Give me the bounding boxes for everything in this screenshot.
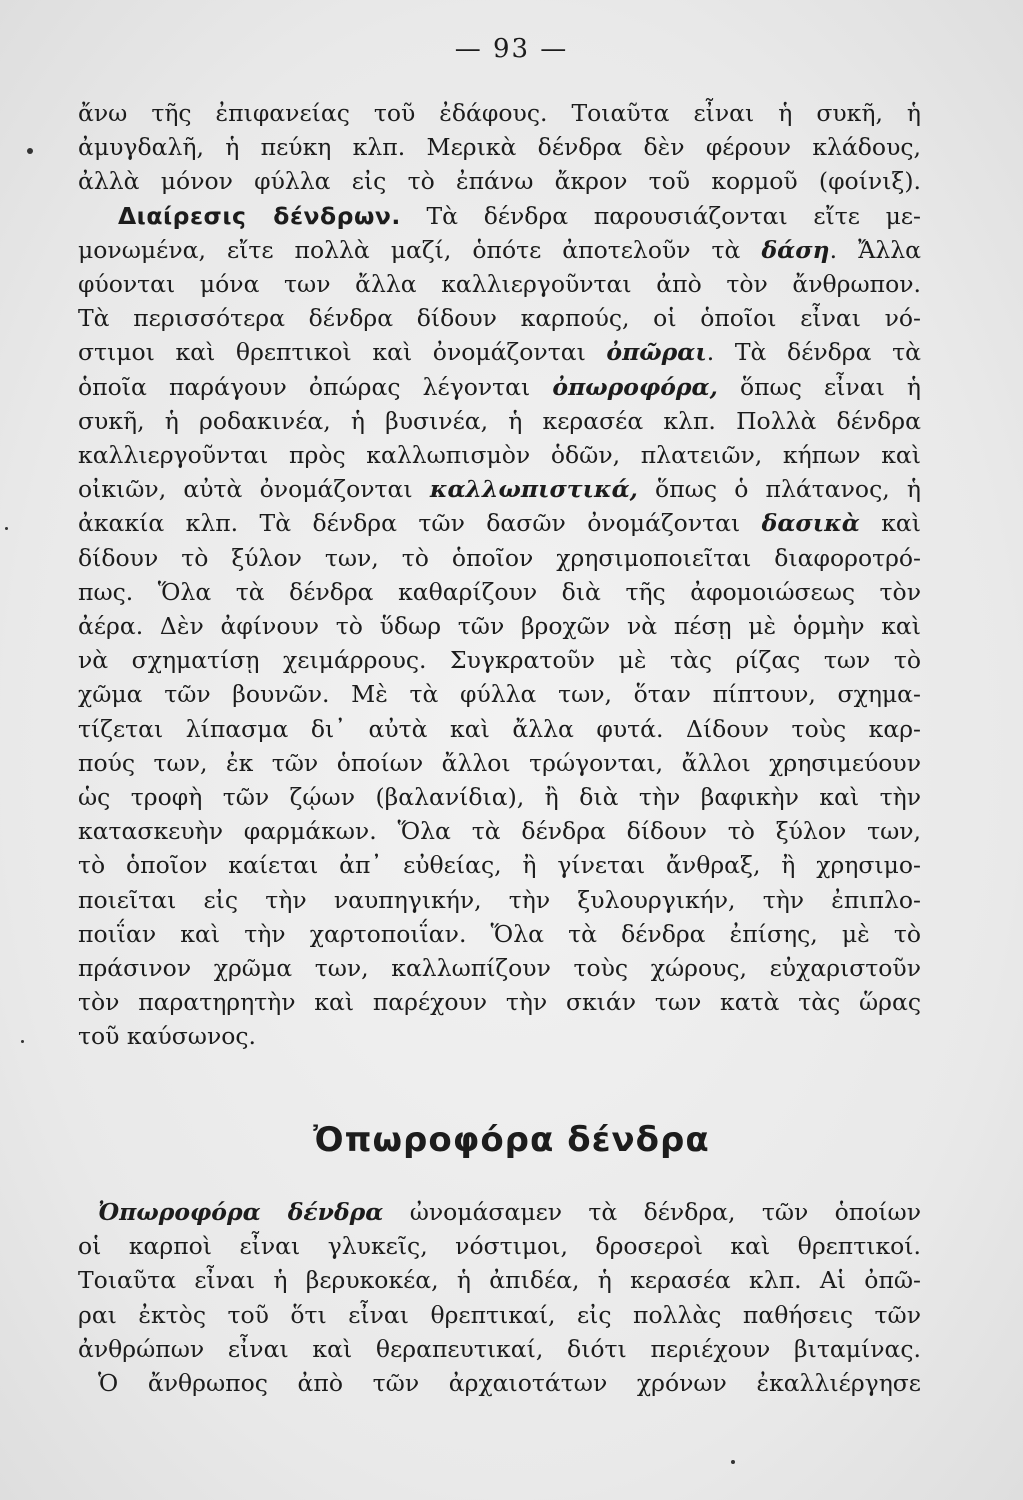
text-line: ὡς τροφὴ τῶν ζῴων (βαλανίδια), ἢ διὰ τὴν βαφικὴν καὶ τὴν [78, 783, 921, 812]
text-line: ἀμυγδαλῆ, ἡ πεύκη κλπ. Μερικὰ δένδρα δὲν φέρουν κλάδους, [78, 133, 921, 162]
emphasized-term: καλλωπιστικά, [429, 475, 638, 504]
text-line: πράσινον χρῶμα των, καλλωπίζουν τοὺς χώρους, εὐχαριστοῦν [78, 954, 921, 983]
text-line: τὸν παρατηρητὴν καὶ παρέχουν τὴν σκιάν των κατὰ τὰς ὥρας [78, 988, 921, 1017]
ink-speck [731, 1460, 735, 1464]
text-line: οἰκιῶν, αὐτὰ ὀνομάζονται καλλωπιστικά, ὅπως ὁ πλάτανος, ἡ [78, 475, 921, 504]
ink-speck [27, 148, 33, 154]
text-line: συκῆ, ἡ ροδακινέα, ἡ βυσινέα, ἡ κερασέα κλπ. Πολλὰ δένδρα [78, 406, 921, 435]
text-line: τίζεται λίπασμα δι᾿ αὐτὰ καὶ ἄλλα φυτά. Δίδουν τοὺς καρ- [78, 714, 921, 743]
text-line: ἀλλὰ μόνον φύλλα εἰς τὸ ἐπάνω ἄκρον τοῦ κορμοῦ (φοίνιξ). [78, 167, 921, 196]
fruit-trees-paragraph [78, 1195, 921, 1400]
text-line: ποιεῖται εἰς τὴν ναυπηγικήν, τὴν ξυλουργικήν, τὴν ἐπιπλο- [78, 885, 921, 914]
inline-heading: Διαίρεσις δένδρων. [118, 201, 401, 230]
text-line: Τὰ περισσότερα δένδρα δίδουν καρπούς, οἱ ὁποῖοι εἶναι νό- [78, 304, 921, 333]
text-line: ἀνθρώπων εἶναι καὶ θεραπευτικαί, διότι περιέχουν βιταμίνας. [78, 1334, 921, 1363]
text-line: Ὁ ἄνθρωπος ἀπὸ τῶν ἀρχαιοτάτων χρόνων ἐκαλλιέργησε [98, 1369, 921, 1398]
text-line: ποιΐαν καὶ τὴν χαρτοποιΐαν. Ὅλα τὰ δένδρα ἐπίσης, μὲ τὸ [78, 919, 921, 948]
text-line: νὰ σχηματίσῃ χειμάρρους. Συγκρατοῦν μὲ τὰς ρίζας των τὸ [78, 646, 921, 675]
text-line: Ὀπωροφόρα δένδρα ὠνομάσαμεν τὰ δένδρα, τῶν ὁποίων [98, 1198, 921, 1226]
trees-division-paragraph [78, 96, 921, 1054]
text-line: Τοιαῦτα εἶναι ἡ βερυκοκέα, ἡ ἀπιδέα, ἡ κερασέα κλπ. Αἱ ὀπῶ- [78, 1266, 921, 1295]
emphasized-term: δασικὰ [761, 509, 860, 538]
ink-speck [5, 527, 8, 530]
text-line: ραι ἐκτὸς τοῦ ὅτι εἶναι θρεπτικαί, εἰς πολλὰς παθήσεις τῶν [78, 1300, 921, 1329]
text-line: καλλιεργοῦνται πρὸς καλλωπισμὸν ὁδῶν, πλατειῶν, κήπων καὶ [78, 441, 921, 470]
text-line: δίδουν τὸ ξύλον των, τὸ ὁποῖον χρησιμοποιεῖται διαφοροτρό- [78, 543, 921, 572]
ink-speck [21, 1040, 24, 1043]
emphasized-term: ὀπῶραι [606, 338, 707, 367]
section-heading: Ὀπωροφόρα δένδρα [313, 1120, 710, 1160]
text-line: τὸ ὁποῖον καίεται ἀπ᾿ εὐθείας, ἢ γίνεται ἄνθραξ, ἢ χρησιμο- [78, 851, 921, 880]
emphasized-term: δάση [761, 235, 830, 264]
text-line: ἄνω τῆς ἐπιφανείας τοῦ ἐδάφους. Τοιαῦτα εἶναι ἡ συκῆ, ἡ [78, 99, 921, 127]
text-line: οἱ καρποὶ εἶναι γλυκεῖς, νόστιμοι, δροσεροὶ καὶ θρεπτικοί. [78, 1232, 921, 1261]
text-line: στιμοι καὶ θρεπτικοὶ καὶ ὀνομάζονται ὀπῶραι. Τὰ δένδρα τὰ [78, 338, 921, 367]
text-line: ὁποῖα παράγουν ὀπώρας λέγονται ὀπωροφόρα, ὅπως εἶναι ἡ [78, 372, 922, 401]
emphasized-term: Ὀπωροφόρα δένδρα [98, 1198, 384, 1226]
text-line: μονωμένα, εἴτε πολλὰ μαζί, ὁπότε ἀποτελοῦν τὰ δάση. Ἄλλα [78, 235, 921, 264]
text-line: κατασκευὴν φαρμάκων. Ὅλα τὰ δένδρα δίδουν τὸ ξύλον των, [78, 817, 921, 846]
emphasized-term: ὀπωροφόρα, [552, 372, 718, 401]
text-line: φύονται μόνα των ἄλλα καλλιεργοῦνται ἀπὸ τὸν ἄνθρωπον. [78, 270, 921, 299]
text-line: πως. Ὅλα τὰ δένδρα καθαρίζουν διὰ τῆς ἀφομοιώσεως τὸν [78, 577, 921, 606]
text-line: πούς των, ἐκ τῶν ὁποίων ἄλλοι τρώγονται, ἄλλοι χρησιμεύουν [78, 748, 921, 777]
text-line: χῶμα τῶν βουνῶν. Μὲ τὰ φύλλα των, ὅταν πίπτουν, σχημα- [78, 680, 921, 709]
text-line: ἀέρα. Δὲν ἀφίνουν τὸ ὕδωρ τῶν βροχῶν νὰ πέσῃ μὲ ὁρμὴν καὶ [78, 612, 921, 641]
text-line: ἀκακία κλπ. Τὰ δένδρα τῶν δασῶν ὀνομάζονται δασικὰ καὶ [78, 509, 921, 538]
page-number: — 93 — [454, 34, 569, 64]
text-line: Διαίρεσις δένδρων. Τὰ δένδρα παρουσιάζονται εἴτε με- [118, 201, 921, 230]
text-line: τοῦ καύσωνος. [78, 1022, 257, 1051]
